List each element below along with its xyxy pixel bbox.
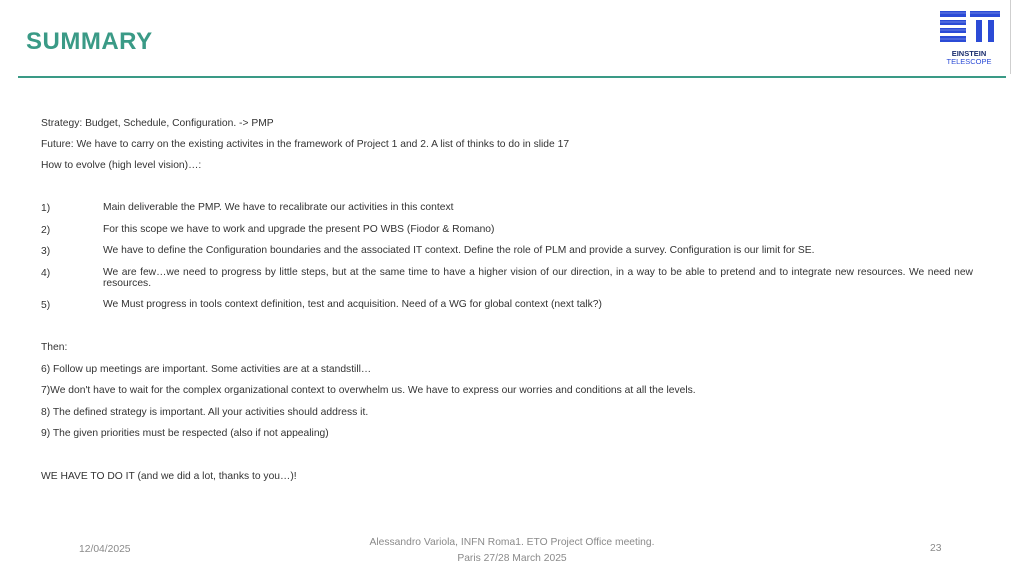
item-text: Main deliverable the PMP. We have to recalibrate our activities in this context [103, 202, 454, 213]
item-number: 2) [41, 225, 51, 236]
item-number: 4) [41, 268, 51, 279]
logo-text-einstein: EINSTEIN [951, 49, 987, 58]
intro-line: Future: We have to carry on the existing activites in the framework of Project 1 and 2. A list of thinks to do in slide 17 [41, 139, 570, 150]
closing-line: WE HAVE TO DO IT (and we did a lot, thanks to you…)! [41, 471, 297, 482]
intro-line: How to evolve (high level vision)…: [41, 160, 202, 171]
logo-text-telescope: TELESCOPE [946, 57, 992, 66]
intro-line: Strategy: Budget, Schedule, Configuration. -> PMP [41, 118, 274, 129]
then-item: 6) Follow up meetings are important. Some activities are at a standstill… [41, 364, 372, 375]
footer-date: 12/04/2025 [79, 544, 131, 555]
item-number: 3) [41, 246, 51, 257]
header-edge-line [1010, 0, 1011, 74]
item-number: 1) [41, 203, 51, 214]
slide-number: 23 [930, 543, 942, 554]
item-text: We Must progress in tools context definition, test and acquisition. Need of a WG for global context (next talk?) [103, 299, 602, 310]
then-label: Then: [41, 342, 68, 353]
item-text: We have to define the Configuration boundaries and the associated IT context. Define the role of PLM and provide a survey. Configuration is our limit for SE. [103, 245, 815, 256]
title-divider [18, 76, 1006, 78]
footer-presenter [312, 535, 712, 567]
then-item: 8) The defined strategy is important. All your activities should address it. [41, 407, 369, 418]
then-item: 7)We don't have to wait for the complex organizational context to overwhelm us. We have to express our worries and conditions at all the levels. [41, 385, 696, 396]
item-text: For this scope we have to work and upgrade the present PO WBS (Fiodor & Romano) [103, 224, 495, 235]
footer-presenter-line2: Paris 27/28 March 2025 [457, 553, 567, 564]
footer-presenter-line1: Alessandro Variola, INFN Roma1. ETO Project Office meeting. [369, 537, 655, 548]
item-number: 5) [41, 300, 51, 311]
item-text: We are few…we need to progress by little steps, but at the same time to have a higher vision of our direction, in a way to be able to pretend and to integrate new resources. We need new resources. [103, 267, 973, 289]
then-item: 9) The given priorities must be respected (also if not appealing) [41, 428, 329, 439]
page-title: SUMMARY [26, 28, 153, 55]
